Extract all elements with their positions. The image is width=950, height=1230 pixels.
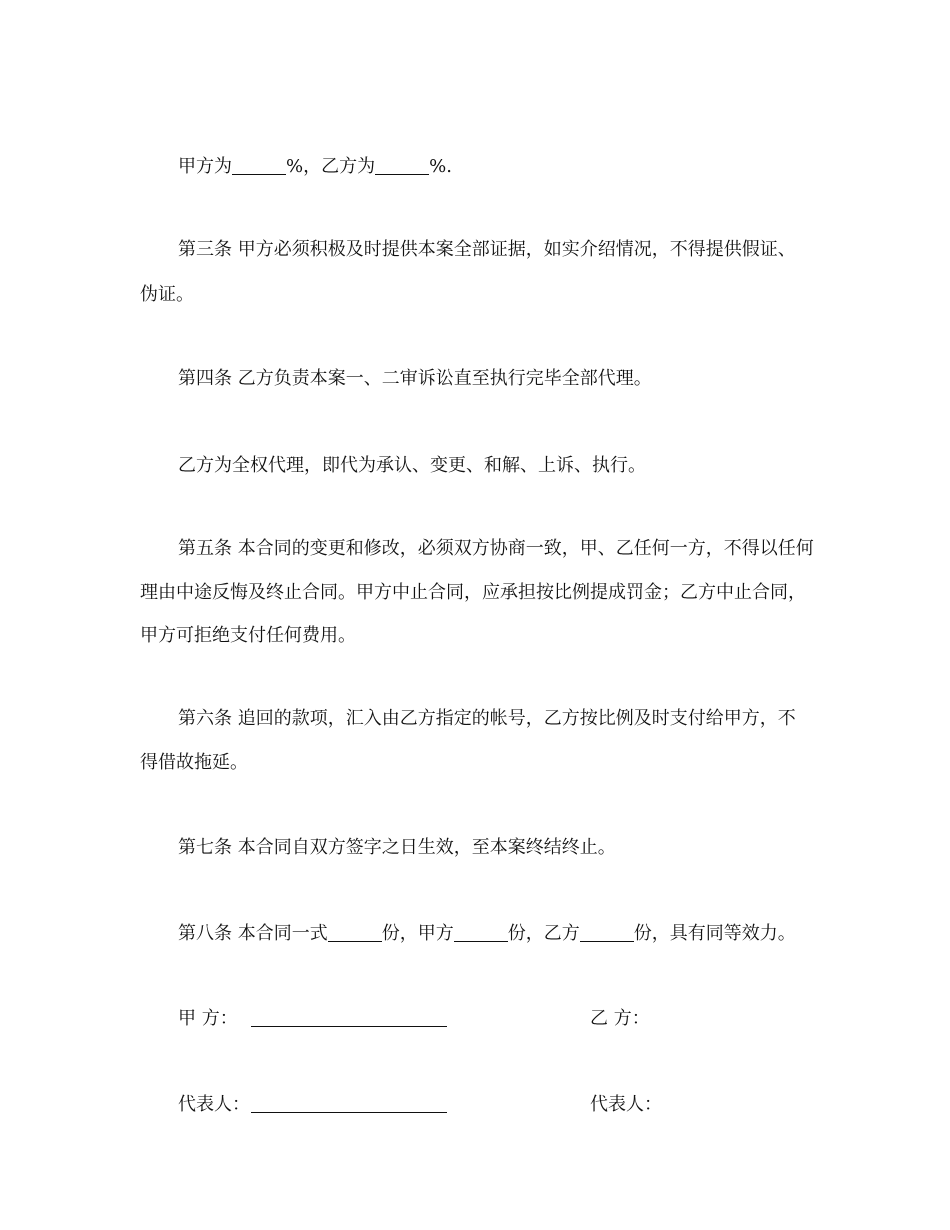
text: 份，具有同等效力。	[633, 923, 796, 944]
representative-a-signature-line[interactable]	[251, 1112, 447, 1113]
article-5-line-3: 甲方可拒绝支付任何费用。	[140, 625, 356, 646]
article-8	[178, 912, 858, 956]
party-a-signature-line[interactable]	[251, 1026, 447, 1027]
text: 甲方为	[178, 156, 232, 177]
blank-field[interactable]	[232, 156, 286, 175]
article-5-line-1: 第五条 本合同的变更和修改，必须双方协商一致，甲、乙任何一方，不得以任何	[178, 538, 814, 559]
text: 份，乙方	[507, 923, 580, 944]
article-3-line-2: 伪证。	[140, 284, 194, 305]
blank-field[interactable]	[454, 923, 508, 942]
representative-a-label: 代表人：	[178, 1094, 250, 1115]
text: %.	[429, 156, 452, 177]
text: 份，甲方	[381, 923, 454, 944]
blank-field[interactable]	[328, 923, 382, 942]
article-4: 第四条 乙方负责本案一、二审诉讼直至执行完毕全部代理。	[178, 368, 652, 389]
party-b-label: 乙 方：	[590, 1008, 650, 1029]
party-a-label: 甲 方：	[178, 1008, 238, 1029]
article-5-line-2: 理由中途反悔及终止合同。甲方中止合同，应承担按比例提成罚金；乙方中止合同，	[140, 582, 806, 603]
blank-field[interactable]	[580, 923, 634, 942]
article-6-line-1: 第六条 追回的款项，汇入由乙方指定的帐号，乙方按比例及时支付给甲方，不	[178, 708, 796, 729]
blank-field[interactable]	[375, 156, 429, 175]
text: 第八条 本合同一式	[178, 923, 328, 944]
share-ratio-line	[178, 145, 858, 189]
text: %，乙方为	[286, 156, 376, 177]
article-4-scope: 乙方为全权代理，即代为承认、变更、和解、上诉、执行。	[178, 455, 646, 476]
article-7: 第七条 本合同自双方签字之日生效，至本案终结终止。	[178, 837, 616, 858]
representative-b-label: 代表人：	[590, 1094, 662, 1115]
article-6-line-2: 得借故拖延。	[140, 752, 248, 773]
article-3-line-1: 第三条 甲方必须积极及时提供本案全部证据，如实介绍情况，不得提供假证、	[178, 239, 796, 260]
